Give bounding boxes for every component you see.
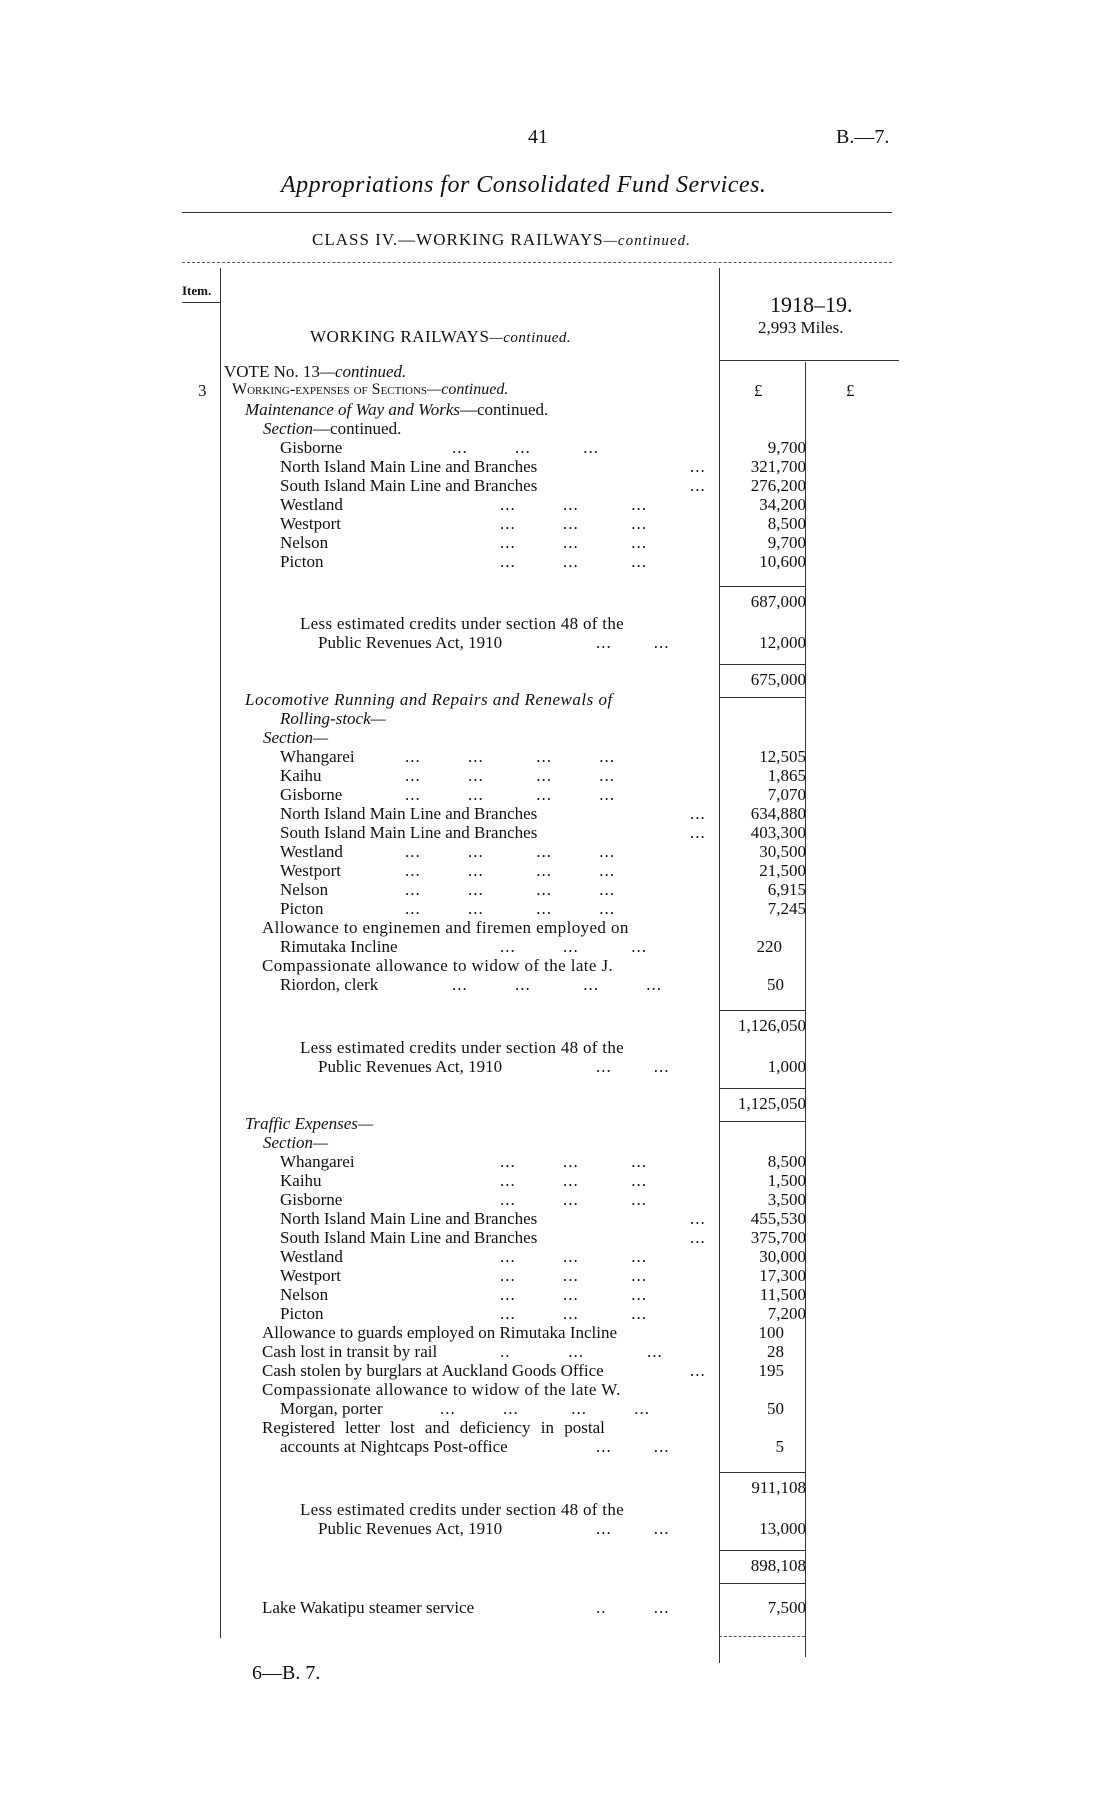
traffic-heading: Traffic Expenses— xyxy=(245,1114,373,1133)
lake-wakatipu-amount: 7,500 xyxy=(767,1598,806,1617)
compassionate-allowance-morgan: Compassionate allowance to widow of the late W. xyxy=(262,1380,621,1399)
traffic-net: 898,108 xyxy=(750,1556,806,1575)
locomotive-section: Section— xyxy=(263,728,329,747)
section-heading-cont: —continued. xyxy=(313,419,402,438)
traffic-less: 13,000 xyxy=(759,1519,806,1538)
row-amount: 8,500 xyxy=(767,1152,806,1171)
row-label: Nelson xyxy=(280,533,329,552)
leader-dots: ... xyxy=(690,476,706,495)
row-label: Nelson xyxy=(280,880,329,899)
row-amount: 3,500 xyxy=(767,1190,806,1209)
table-row xyxy=(0,785,1114,804)
table-row xyxy=(0,533,1114,552)
compassionate-allowance-morgan-2: Morgan, porter xyxy=(280,1399,383,1418)
item-number: 3 xyxy=(198,381,207,400)
row-amount: 403,300 xyxy=(750,823,806,842)
leader-dots: ... ... ... xyxy=(500,1190,647,1209)
row-label: Westport xyxy=(280,514,341,533)
table-row xyxy=(0,1247,1114,1266)
item-column-header: Item. xyxy=(182,283,212,298)
row-amount: 6,915 xyxy=(767,880,806,899)
maintenance-heading-cont: —continued. xyxy=(460,400,549,419)
row-amount: 7,200 xyxy=(767,1304,806,1323)
table-row xyxy=(0,766,1114,785)
leader-dots: ... ... ... xyxy=(500,1171,647,1190)
locomotive-heading: Locomotive Running and Repairs and Renewals of xyxy=(245,690,613,709)
row-label: Westport xyxy=(280,861,341,880)
row-label: Gisborne xyxy=(280,785,343,804)
leader-dots: ... ... ... ... xyxy=(452,975,662,994)
table-row xyxy=(0,1228,1114,1247)
leader-dots: ... xyxy=(690,1209,706,1228)
leader-dots: ... ... xyxy=(596,1519,670,1538)
row-amount: 321,700 xyxy=(750,457,806,476)
row-amount: 10,600 xyxy=(759,552,806,571)
leader-dots: ... ... ... xyxy=(500,495,647,514)
row-label: Kaihu xyxy=(280,1171,322,1190)
class-rule xyxy=(182,262,892,263)
less-credits-act: Public Revenues Act, 1910 xyxy=(318,1519,503,1538)
row-amount: 30,000 xyxy=(759,1247,806,1266)
leader-dots: ... ... ... xyxy=(500,533,647,552)
less-credits-act: Public Revenues Act, 1910 xyxy=(318,1057,503,1076)
cash-lost-amount: 28 xyxy=(767,1342,784,1361)
maintenance-net: 675,000 xyxy=(750,670,806,689)
leader-dots: ... ... ... ... xyxy=(405,785,615,804)
leader-dots: ... xyxy=(690,823,706,842)
leader-dots: ... ... ... xyxy=(500,1266,647,1285)
compassionate-allowance: Compassionate allowance to widow of the late J. xyxy=(262,956,614,975)
table-row xyxy=(0,747,1114,766)
table-row xyxy=(0,1152,1114,1171)
section-title-text: WORKING RAILWAYS xyxy=(310,327,490,346)
guards-amount: 100 xyxy=(758,1323,784,1342)
class-heading-text: CLASS IV.—WORKING RAILWAYS xyxy=(312,230,604,249)
leader-dots: ... ... ... xyxy=(500,937,647,956)
enginemen-allowance: Allowance to enginemen and firemen employed on xyxy=(262,918,629,937)
row-amount: 11,500 xyxy=(759,1285,806,1304)
document-reference: B.—7. xyxy=(836,126,890,148)
enginemen-amount: 220 xyxy=(756,937,782,956)
row-amount: 12,505 xyxy=(759,747,806,766)
locomotive-less: 1,000 xyxy=(767,1057,806,1076)
row-label: South Island Main Line and Branches xyxy=(280,823,538,842)
leader-dots: ... ... ... xyxy=(452,438,599,457)
subtotal-rule xyxy=(719,1583,805,1584)
subtotal-rule xyxy=(719,1472,805,1473)
leader-dots: ... ... ... ... xyxy=(405,747,615,766)
maintenance-heading-text: Maintenance of Way and Works xyxy=(245,400,460,419)
leader-dots: ... ... ... xyxy=(500,1247,647,1266)
class-heading-cont: —continued. xyxy=(603,233,691,249)
table-row xyxy=(0,476,1114,495)
registered-letter-2: accounts at Nightcaps Post-office xyxy=(280,1437,508,1456)
leader-dots: ... ... ... ... xyxy=(405,766,615,785)
pound-sign-1: £ xyxy=(754,381,763,400)
row-label: Kaihu xyxy=(280,766,322,785)
locomotive-total: 1,126,050 xyxy=(738,1016,806,1035)
table-row xyxy=(0,804,1114,823)
guards-allowance: Allowance to guards employed on Rimutaka Incline xyxy=(262,1323,618,1342)
locomotive-heading-2: Rolling-stock— xyxy=(280,709,386,728)
subtotal-rule xyxy=(719,586,805,587)
title-rule xyxy=(182,212,892,213)
subtotal-rule xyxy=(719,1550,805,1551)
row-amount: 8,500 xyxy=(767,514,806,533)
row-amount: 1,865 xyxy=(767,766,806,785)
registered-letter: Registered letter lost and deficiency in postal xyxy=(262,1418,605,1437)
table-row xyxy=(0,1171,1114,1190)
cash-lost: Cash lost in transit by rail xyxy=(262,1342,438,1361)
row-label: Westport xyxy=(280,1266,341,1285)
leader-dots: ... xyxy=(690,1361,706,1380)
row-amount: 34,200 xyxy=(759,495,806,514)
row-amount: 21,500 xyxy=(759,861,806,880)
table-row xyxy=(0,861,1114,880)
maintenance-total: 687,000 xyxy=(750,592,806,611)
section-heading xyxy=(263,419,401,439)
row-amount: 9,700 xyxy=(767,438,806,457)
leader-dots: ... ... ... xyxy=(500,1152,647,1171)
cash-stolen-amount: 195 xyxy=(758,1361,784,1380)
leader-dots: ... ... xyxy=(596,1057,670,1076)
row-amount: 634,880 xyxy=(750,804,806,823)
leader-dots: ... ... ... xyxy=(500,514,647,533)
table-row xyxy=(0,1209,1114,1228)
table-row xyxy=(0,457,1114,476)
row-label: Picton xyxy=(280,552,324,571)
less-credits-line: Less estimated credits under section 48 of the xyxy=(300,614,624,633)
compassionate-allowance-2: Riordon, clerk xyxy=(280,975,379,994)
vote-heading xyxy=(224,362,406,382)
table-row xyxy=(0,1266,1114,1285)
working-expenses-cont: —continued. xyxy=(427,381,509,398)
row-label: North Island Main Line and Branches xyxy=(280,457,538,476)
row-label: Picton xyxy=(280,1304,324,1323)
row-amount: 1,500 xyxy=(767,1171,806,1190)
enginemen-allowance-2: Rimutaka Incline xyxy=(280,937,398,956)
page-number: 41 xyxy=(528,126,548,148)
row-label: Whangarei xyxy=(280,747,355,766)
row-label: Westland xyxy=(280,842,343,861)
leader-dots: ... xyxy=(690,457,706,476)
row-amount: 9,700 xyxy=(767,533,806,552)
table-row xyxy=(0,880,1114,899)
leader-dots: ... xyxy=(690,804,706,823)
row-label: North Island Main Line and Branches xyxy=(280,1209,538,1228)
row-label: Gisborne xyxy=(280,438,343,457)
table-row xyxy=(0,552,1114,571)
working-expenses-text: Working-expenses of Sections xyxy=(232,381,428,398)
row-label: Gisborne xyxy=(280,1190,343,1209)
leader-dots: ... ... ... ... xyxy=(405,861,615,880)
row-amount: 7,070 xyxy=(767,785,806,804)
row-label: Westland xyxy=(280,495,343,514)
row-label: Whangarei xyxy=(280,1152,355,1171)
subtotal-rule xyxy=(719,1088,805,1089)
row-label: North Island Main Line and Branches xyxy=(280,804,538,823)
table-row xyxy=(0,1304,1114,1323)
footer-reference: 6—B. 7. xyxy=(252,1662,321,1684)
leader-dots: ... ... xyxy=(596,633,670,652)
table-row xyxy=(0,1190,1114,1209)
compassionate-amount: 50 xyxy=(767,975,784,994)
subtotal-rule xyxy=(719,1121,805,1122)
section-heading-text: Section xyxy=(263,419,314,438)
section-title xyxy=(310,327,571,347)
subtotal-rule xyxy=(719,664,805,665)
compassionate-morgan-amount: 50 xyxy=(767,1399,784,1418)
bottom-rule xyxy=(719,1636,805,1637)
table-row xyxy=(0,438,1114,457)
row-amount: 7,245 xyxy=(767,899,806,918)
table-row xyxy=(0,495,1114,514)
leader-dots: ... ... ... xyxy=(500,1304,647,1323)
subtotal-rule xyxy=(719,697,805,698)
less-credits-act: Public Revenues Act, 1910 xyxy=(318,633,503,652)
traffic-total: 911,108 xyxy=(751,1478,806,1497)
pound-sign-2: £ xyxy=(846,381,855,400)
year-heading: 1918–19. xyxy=(770,292,853,317)
table-row xyxy=(0,842,1114,861)
table-row xyxy=(0,899,1114,918)
cash-stolen: Cash stolen by burglars at Auckland Goods Office xyxy=(262,1361,604,1380)
leader-dots: ... ... ... ... xyxy=(440,1399,650,1418)
lake-wakatipu-label: Lake Wakatipu steamer service xyxy=(262,1598,475,1617)
section-title-cont: —continued. xyxy=(489,330,572,346)
row-amount: 455,530 xyxy=(750,1209,806,1228)
row-amount: 375,700 xyxy=(750,1228,806,1247)
table-row xyxy=(0,823,1114,842)
row-amount: 30,500 xyxy=(759,842,806,861)
miles-heading: 2,993 Miles. xyxy=(758,318,844,337)
subtotal-rule xyxy=(719,1010,805,1011)
row-amount: 17,300 xyxy=(759,1266,806,1285)
working-expenses-heading xyxy=(232,381,508,399)
header-bottom-rule xyxy=(719,360,899,361)
registered-letter-amount: 5 xyxy=(775,1437,784,1456)
leader-dots: ... xyxy=(690,1228,706,1247)
vote-number: VOTE No. 13 xyxy=(224,362,320,381)
row-label: Picton xyxy=(280,899,324,918)
leader-dots: ... ... ... ... xyxy=(405,842,615,861)
leader-dots: .. ... xyxy=(596,1598,670,1617)
leader-dots: ... ... ... ... xyxy=(405,880,615,899)
row-label: South Island Main Line and Branches xyxy=(280,1228,538,1247)
vote-cont: —continued. xyxy=(319,362,407,381)
locomotive-net: 1,125,050 xyxy=(738,1094,806,1113)
table-row xyxy=(0,514,1114,533)
maintenance-less: 12,000 xyxy=(759,633,806,652)
row-label: Westland xyxy=(280,1247,343,1266)
leader-dots: ... ... ... xyxy=(500,1285,647,1304)
less-credits-line: Less estimated credits under section 48 of the xyxy=(300,1500,624,1519)
leader-dots: ... ... xyxy=(596,1437,670,1456)
page-title: Appropriations for Consolidated Fund Services. xyxy=(281,172,767,198)
row-label: Nelson xyxy=(280,1285,329,1304)
table-row xyxy=(0,1285,1114,1304)
leader-dots: .. ... ... xyxy=(500,1342,663,1361)
less-credits-line: Less estimated credits under section 48 of the xyxy=(300,1038,624,1057)
item-header-rule xyxy=(182,302,220,303)
row-label: South Island Main Line and Branches xyxy=(280,476,538,495)
traffic-section: Section— xyxy=(263,1133,329,1152)
class-heading xyxy=(312,230,691,250)
leader-dots: ... ... ... ... xyxy=(405,899,615,918)
maintenance-heading xyxy=(245,400,548,420)
row-amount: 276,200 xyxy=(750,476,806,495)
leader-dots: ... ... ... xyxy=(500,552,647,571)
